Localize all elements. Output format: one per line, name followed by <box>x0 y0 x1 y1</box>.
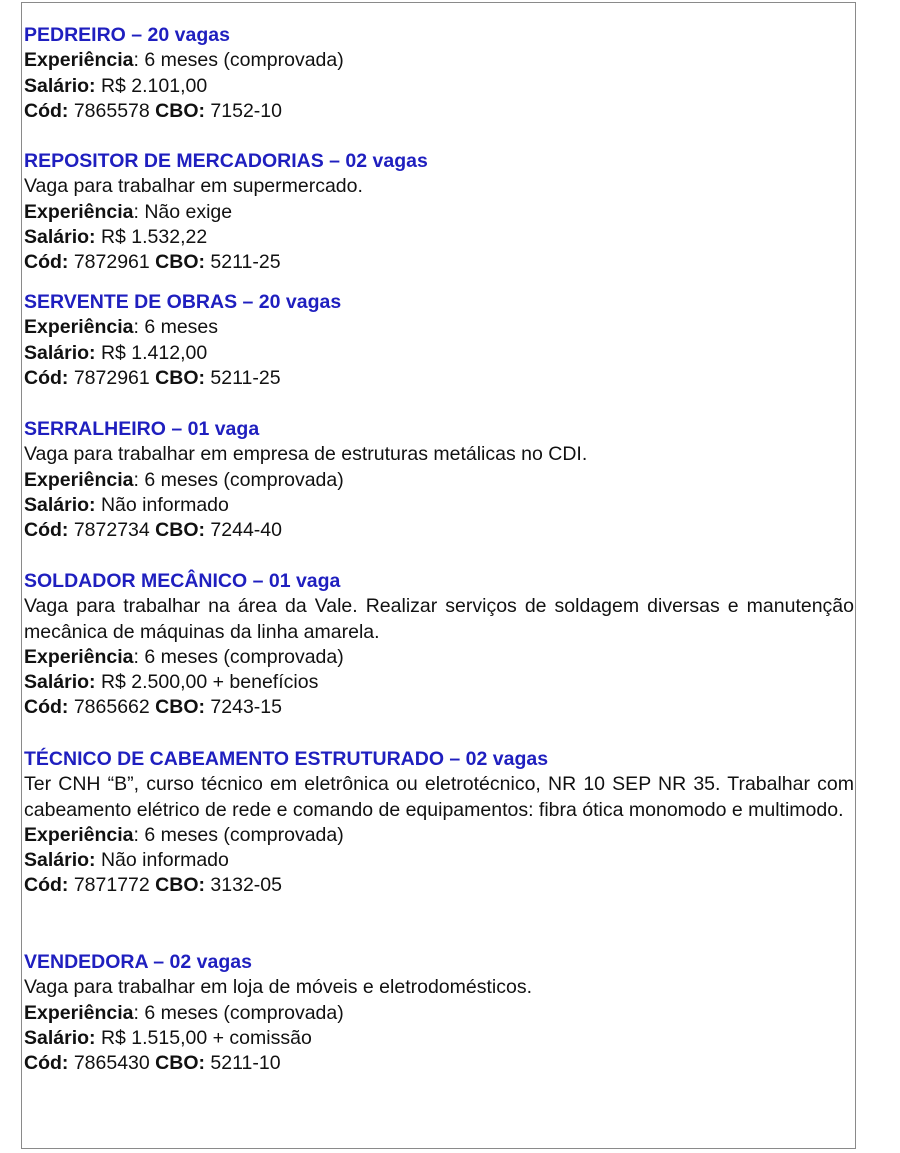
experience-value: : 6 meses (comprovada) <box>133 1001 344 1024</box>
experience-value: : 6 meses (comprovada) <box>133 645 344 668</box>
salary-line <box>24 670 854 695</box>
code-value: 7872961 <box>68 366 156 389</box>
job-title: PEDREIRO – 20 vagas <box>24 24 230 46</box>
experience-line <box>24 48 854 73</box>
job-listing-soldador <box>24 569 854 721</box>
code-line <box>24 873 854 898</box>
experience-label: Experiência <box>24 49 134 72</box>
experience-label: Experiência <box>24 645 134 668</box>
job-title: TÉCNICO DE CABEAMENTO ESTRUTURADO – 02 vagas <box>24 748 549 770</box>
cbo-value: 7243-15 <box>205 696 282 719</box>
experience-line <box>24 645 854 670</box>
salary-label: Salário: <box>24 493 96 516</box>
experience-line <box>24 468 854 493</box>
code-label: Cód: <box>24 519 69 542</box>
job-title: REPOSITOR DE MERCADORIAS – 02 vagas <box>24 150 428 172</box>
code-value: 7871772 <box>68 874 156 897</box>
job-description: Ter CNH “B”, curso técnico em eletrônica ou eletrotécnico, NR 10 SEP NR 35. Trabalhar com cabeamento elétrico de rede e comando de equipamentos: fibra ótica monomodo e multimodo. <box>24 773 854 821</box>
code-value: 7865430 <box>68 1052 156 1075</box>
salary-value: R$ 1.515,00 + comissão <box>95 1026 312 1049</box>
experience-label: Experiência <box>24 316 134 339</box>
salary-value: Não informado <box>95 849 229 872</box>
cbo-value: 5211-25 <box>205 366 281 389</box>
experience-line <box>24 315 854 340</box>
cbo-label: CBO: <box>155 874 205 897</box>
cbo-label: CBO: <box>155 519 205 542</box>
job-listing-pedreiro <box>24 23 854 124</box>
salary-label: Salário: <box>24 341 96 364</box>
job-listing-servente <box>24 290 854 391</box>
code-label: Cód: <box>24 1052 69 1075</box>
cbo-label: CBO: <box>155 696 205 719</box>
experience-line <box>24 1001 854 1026</box>
code-line <box>24 695 854 720</box>
experience-label: Experiência <box>24 200 134 223</box>
code-value: 7872734 <box>68 519 156 542</box>
code-value: 7872961 <box>68 251 156 274</box>
salary-line <box>24 341 854 366</box>
salary-value: R$ 2.101,00 <box>95 74 208 97</box>
code-line <box>24 1051 854 1076</box>
code-line <box>24 366 854 391</box>
job-listing-serralheiro <box>24 417 854 543</box>
code-line <box>24 518 854 543</box>
code-value: 7865578 <box>68 99 156 122</box>
code-line <box>24 99 854 124</box>
experience-line <box>24 823 854 848</box>
experience-value: : Não exige <box>133 200 233 223</box>
job-title: VENDEDORA – 02 vagas <box>24 951 252 973</box>
job-title: SOLDADOR MECÂNICO – 01 vaga <box>24 570 341 592</box>
experience-line <box>24 200 854 225</box>
cbo-label: CBO: <box>155 251 205 274</box>
experience-value: : 6 meses (comprovada) <box>133 823 344 846</box>
code-value: 7865662 <box>68 696 156 719</box>
job-listing-tecnico-cabeamento <box>24 747 854 899</box>
job-description: Vaga para trabalhar em loja de móveis e eletrodomésticos. <box>24 976 532 999</box>
job-description: Vaga para trabalhar na área da Vale. Realizar serviços de soldagem diversas e manutenção mecânica de máquinas da linha amarela. <box>24 595 854 643</box>
job-description: Vaga para trabalhar em empresa de estruturas metálicas no CDI. <box>24 443 588 466</box>
cbo-value: 7244-40 <box>205 519 282 542</box>
salary-line <box>24 493 854 518</box>
salary-value: R$ 1.412,00 <box>95 341 208 364</box>
salary-value: R$ 2.500,00 + benefícios <box>95 671 319 694</box>
salary-label: Salário: <box>24 1026 96 1049</box>
code-label: Cód: <box>24 696 69 719</box>
salary-label: Salário: <box>24 849 96 872</box>
experience-value: : 6 meses <box>133 316 219 339</box>
experience-label: Experiência <box>24 468 134 491</box>
code-line <box>24 250 854 275</box>
cbo-value: 5211-25 <box>205 251 281 274</box>
cbo-value: 3132-05 <box>205 874 282 897</box>
code-label: Cód: <box>24 99 69 122</box>
salary-line <box>24 848 854 873</box>
salary-line <box>24 74 854 99</box>
salary-line <box>24 225 854 250</box>
job-listing-vendedora <box>24 950 854 1076</box>
salary-value: Não informado <box>95 493 229 516</box>
job-title: SERRALHEIRO – 01 vaga <box>24 418 260 440</box>
cbo-value: 5211-10 <box>205 1052 281 1075</box>
cbo-value: 7152-10 <box>205 99 282 122</box>
job-listing-repositor <box>24 149 854 275</box>
salary-line <box>24 1026 854 1051</box>
cbo-label: CBO: <box>155 99 205 122</box>
salary-value: R$ 1.532,22 <box>95 225 208 248</box>
experience-label: Experiência <box>24 823 134 846</box>
salary-label: Salário: <box>24 74 96 97</box>
experience-value: : 6 meses (comprovada) <box>133 49 344 72</box>
cbo-label: CBO: <box>155 1052 205 1075</box>
job-title: SERVENTE DE OBRAS – 20 vagas <box>24 291 342 313</box>
salary-label: Salário: <box>24 671 96 694</box>
code-label: Cód: <box>24 251 69 274</box>
job-description: Vaga para trabalhar em supermercado. <box>24 175 363 198</box>
cbo-label: CBO: <box>155 366 205 389</box>
experience-label: Experiência <box>24 1001 134 1024</box>
code-label: Cód: <box>24 366 69 389</box>
salary-label: Salário: <box>24 225 96 248</box>
code-label: Cód: <box>24 874 69 897</box>
experience-value: : 6 meses (comprovada) <box>133 468 344 491</box>
